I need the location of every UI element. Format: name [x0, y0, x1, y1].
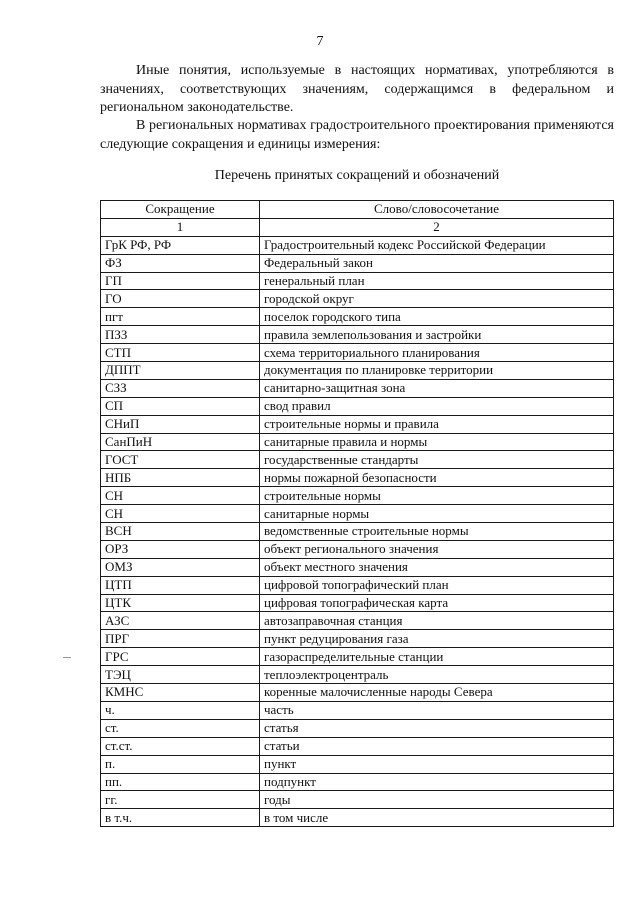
phrase-cell: поселок городского типа: [260, 308, 614, 326]
table-row: [101, 540, 614, 558]
phrase-cell: автозаправочная станция: [260, 612, 614, 630]
abbreviation-cell: СП: [101, 397, 260, 415]
header-phrase: Слово/словосочетание: [260, 201, 614, 219]
phrase-cell: городской округ: [260, 290, 614, 308]
table-row: [101, 594, 614, 612]
table-row: [101, 666, 614, 684]
phrase-cell: строительные нормы и правила: [260, 415, 614, 433]
phrase-cell: генеральный план: [260, 272, 614, 290]
header-abbreviation: Сокращение: [101, 201, 260, 219]
table-row: [101, 558, 614, 576]
phrase-cell: нормы пожарной безопасности: [260, 469, 614, 487]
abbreviation-cell: ФЗ: [101, 254, 260, 272]
table-row: [101, 719, 614, 737]
phrase-cell: свод правил: [260, 397, 614, 415]
table-row: [101, 272, 614, 290]
phrase-cell: государственные стандарты: [260, 451, 614, 469]
abbreviation-cell: ЦТП: [101, 576, 260, 594]
table-row: [101, 505, 614, 523]
phrase-cell: правила землепользования и застройки: [260, 326, 614, 344]
abbreviation-cell: ст.: [101, 719, 260, 737]
table-row: [101, 362, 614, 380]
table-header-row: [101, 201, 614, 219]
abbreviation-cell: ГП: [101, 272, 260, 290]
abbreviation-cell: ТЭЦ: [101, 666, 260, 684]
abbreviation-cell: АЗС: [101, 612, 260, 630]
phrase-cell: документация по планировке территории: [260, 362, 614, 380]
abbreviation-cell: гг.: [101, 791, 260, 809]
phrase-cell: газораспределительные станции: [260, 648, 614, 666]
phrase-cell: Градостроительный кодекс Российской Федерации: [260, 236, 614, 254]
abbreviation-cell: СНиП: [101, 415, 260, 433]
abbreviations-table: [100, 200, 614, 827]
phrase-cell: строительные нормы: [260, 487, 614, 505]
table-row: [101, 809, 614, 827]
phrase-cell: санитарно-защитная зона: [260, 379, 614, 397]
table-caption: Перечень принятых сокращений и обозначений: [214, 168, 500, 183]
table-row: [101, 290, 614, 308]
abbreviation-cell: СН: [101, 505, 260, 523]
abbreviation-cell: КМНС: [101, 684, 260, 702]
abbreviation-cell: ЦТК: [101, 594, 260, 612]
abbreviation-cell: ОРЗ: [101, 540, 260, 558]
phrase-cell: схема территориального планирования: [260, 344, 614, 362]
phrase-cell: статьи: [260, 737, 614, 755]
table-row: [101, 487, 614, 505]
phrase-cell: цифровой топографический план: [260, 576, 614, 594]
abbreviation-cell: в т.ч.: [101, 809, 260, 827]
phrase-cell: часть: [260, 701, 614, 719]
abbreviation-cell: СанПиН: [101, 433, 260, 451]
margin-mark: [63, 657, 71, 658]
column-number-2: 2: [260, 218, 614, 236]
abbreviation-cell: ВСН: [101, 523, 260, 541]
abbreviation-cell: ПЗЗ: [101, 326, 260, 344]
table-row: [101, 737, 614, 755]
phrase-cell: в том числе: [260, 809, 614, 827]
page-number: 7: [316, 34, 324, 49]
table-row: [101, 612, 614, 630]
abbreviation-cell: ч.: [101, 701, 260, 719]
column-number-1: 1: [101, 218, 260, 236]
phrase-cell: пункт редуцирования газа: [260, 630, 614, 648]
table-row: [101, 397, 614, 415]
abbreviation-cell: ГРС: [101, 648, 260, 666]
table-row: [101, 773, 614, 791]
phrase-cell: годы: [260, 791, 614, 809]
table-column-number-row: [101, 218, 614, 236]
abbreviation-cell: ДППТ: [101, 362, 260, 380]
abbreviation-cell: ГО: [101, 290, 260, 308]
table-row: [101, 791, 614, 809]
phrase-cell: коренные малочисленные народы Севера: [260, 684, 614, 702]
table-row: [101, 433, 614, 451]
phrase-cell: цифровая топографическая карта: [260, 594, 614, 612]
table-row: [101, 254, 614, 272]
table-row: [101, 308, 614, 326]
table-row: [101, 451, 614, 469]
abbreviation-cell: СТП: [101, 344, 260, 362]
abbreviation-cell: пп.: [101, 773, 260, 791]
phrase-cell: санитарные правила и нормы: [260, 433, 614, 451]
table-row: [101, 344, 614, 362]
abbreviation-cell: ст.ст.: [101, 737, 260, 755]
table-row: [101, 379, 614, 397]
phrase-cell: объект местного значения: [260, 558, 614, 576]
table-body: [101, 236, 614, 826]
abbreviation-cell: ГрК РФ, РФ: [101, 236, 260, 254]
abbreviation-cell: п.: [101, 755, 260, 773]
table-row: [101, 630, 614, 648]
table-row: [101, 755, 614, 773]
abbreviation-cell: ПРГ: [101, 630, 260, 648]
phrase-cell: пункт: [260, 755, 614, 773]
table-row: [101, 469, 614, 487]
phrase-cell: подпункт: [260, 773, 614, 791]
abbreviation-cell: СН: [101, 487, 260, 505]
phrase-cell: санитарные нормы: [260, 505, 614, 523]
table-row: [101, 701, 614, 719]
abbreviation-cell: ОМЗ: [101, 558, 260, 576]
abbreviation-cell: пгт: [101, 308, 260, 326]
phrase-cell: теплоэлектроцентраль: [260, 666, 614, 684]
table-row: [101, 523, 614, 541]
phrase-cell: Федеральный закон: [260, 254, 614, 272]
table-row: [101, 236, 614, 254]
table-row: [101, 576, 614, 594]
paragraph-definitions: Иные понятия, используемые в настоящих нормативах, употребляются в значениях, соответствующих значениям, содержащимся в федеральном и региональном законодательстве.: [100, 63, 614, 115]
phrase-cell: объект регионального значения: [260, 540, 614, 558]
table-row: [101, 684, 614, 702]
abbreviation-cell: ГОСТ: [101, 451, 260, 469]
table-row: [101, 648, 614, 666]
abbreviation-cell: СЗЗ: [101, 379, 260, 397]
paragraph-abbreviations-intro: В региональных нормативах градостроительного проектирования применяются следующие сокращения и единицы измерения:: [100, 118, 614, 152]
phrase-cell: статья: [260, 719, 614, 737]
table-row: [101, 326, 614, 344]
abbreviation-cell: НПБ: [101, 469, 260, 487]
phrase-cell: ведомственные строительные нормы: [260, 523, 614, 541]
table-row: [101, 415, 614, 433]
